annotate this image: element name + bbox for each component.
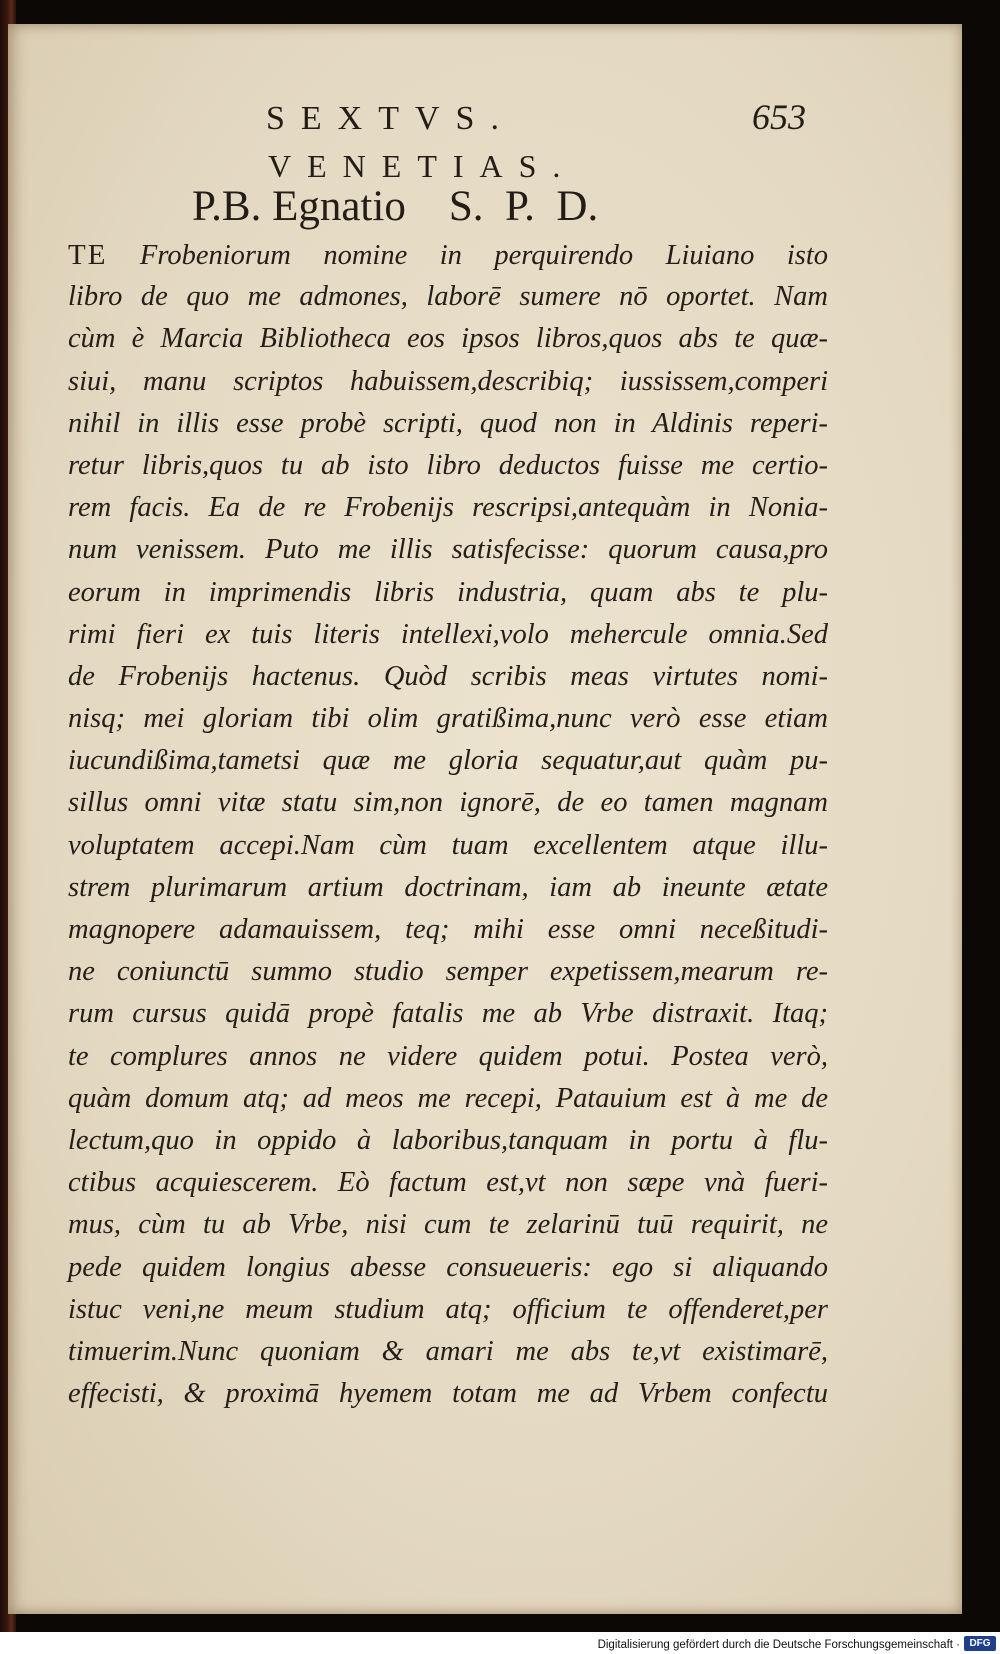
digitization-credit: Digitalisierung gefördert durch die Deutsche Forschungsgemeinschaft · — [597, 1639, 960, 1651]
text-line: rum cursus quidā propè fatalis me ab Vrbe distraxit. Itaq; — [68, 998, 828, 1030]
text-line: mus, cùm tu ab Vrbe, nisi cum te zelarinū tuū requirit, ne — [68, 1209, 828, 1241]
text-line: eorum in imprimendis libris industria, quam abs te plu- — [68, 576, 828, 608]
text-line: siui, manu scriptos habuissem,describiq; iussissem,comperi — [68, 365, 828, 397]
text-line: rem facis. Ea de re Frobenijs rescripsi,antequàm in Nonia- — [68, 492, 828, 524]
line-text: Frobeniorum nomine in perquirendo Liuiano isto — [139, 240, 828, 271]
text-line: nisq; mei gloriam tibi olim gratißima,nunc verò esse etiam — [68, 703, 828, 735]
text-line: quàm domum atq; ad meos me recepi, Patauium est à me de — [68, 1082, 828, 1114]
text-line: retur libris,quos tu ab isto libro deductos fuisse me certio- — [68, 449, 828, 481]
text-line: magnopere adamauissem, teq; mihi esse omni neceßitudi- — [68, 914, 828, 945]
page-number: 653 — [752, 97, 806, 137]
text-line: iucundißima,tametsi quæ me gloria sequatur,aut quàm pu- — [68, 745, 828, 777]
text-line: ctibus acquiescerem. Eò factum est,vt non sæpe vnà fueri- — [68, 1167, 828, 1199]
text-line: de Frobenijs hactenus. Quòd scribis meas virtutes nomi- — [68, 660, 828, 692]
text-line: pede quidem longius abesse consueueris: ego si aliquando — [68, 1251, 828, 1283]
dfg-logo: DFG — [964, 1636, 996, 1651]
running-head — [266, 97, 806, 150]
text-line: rimi fieri ex tuis literis intellexi,volo mehercule omnia.Sed — [68, 618, 828, 650]
text-line: voluptatem accepi.Nam cùm tuam excellentem atque illu- — [68, 829, 828, 861]
text-line: libro de quo me admones, laborē sumere nō oportet. Nam — [68, 281, 828, 313]
text-line: nihil in illis esse probè scripti, quod non in Aldinis reperi- — [68, 407, 828, 439]
letter-salutation — [192, 182, 832, 231]
text-line: num venissem. Puto me illis satisfecisse: quorum causa,pro — [68, 534, 828, 566]
text-line: ne coniunctū summo studio semper expetissem,mearum re- — [68, 956, 828, 988]
running-head-title: SEXTVS. — [266, 100, 515, 137]
text-line: effecisti, & proximā hyemem totam me ad Vrbem confectu — [68, 1378, 828, 1410]
text-line — [68, 234, 828, 276]
text-line: te complures annos ne videre quidem potui. Postea verò, — [68, 1040, 828, 1072]
text-line: istuc veni,ne meum studium atq; officium te offenderet,per — [68, 1293, 828, 1325]
initial-letters: TE — [68, 239, 108, 271]
text-line: cùm è Marcia Bibliotheca eos ipsos libros,quos abs te quæ- — [68, 323, 828, 355]
letter-body — [68, 234, 828, 1415]
text-line: sillus omni vitæ statu sim,non ignorē, de eo tamen magnam — [68, 787, 828, 819]
text-line: timuerim.Nunc quoniam & amari me abs te,vt existimarē, — [68, 1335, 828, 1367]
text-line: strem plurimarum artium doctrinam, iam ab ineunte ætate — [68, 871, 828, 903]
letter-place: VENETIAS. — [268, 148, 577, 184]
digitization-footer — [0, 1632, 1000, 1654]
text-line: lectum,quo in oppido à laboribus,tanquam in portu à flu- — [68, 1124, 828, 1156]
salutation-text: P.B. Egnatio S. P. D. — [192, 183, 599, 230]
